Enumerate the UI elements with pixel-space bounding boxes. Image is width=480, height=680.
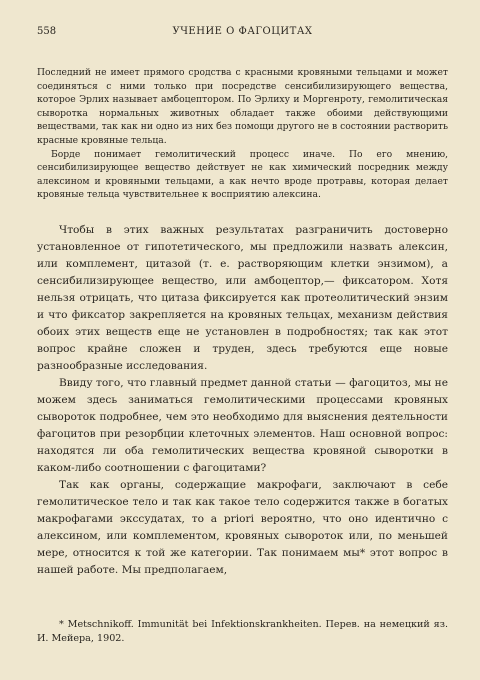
body-paragraph: Так как органы, содержащие макрофаги, заключают в себе гемолитическое тело и так как такое тело содержится также в богатых макрофагами экссудатах, то a priori вероятно, что оно идентично с алексином, или комплементом, кровяных сывороток или, по меньшей мере, относится к той же категории. Так понимаем мы* этот вопрос в нашей работе. Мы предполагаем, <box>37 479 448 576</box>
body-paragraph: Ввиду того, что главный предмет данной статьи — фагоцитоз, мы не можем здесь заниматься гемолитическими процессами кровяных сывороток подробнее, чем это необходимо для выяснения деятельности фагоцитов при резорбции клеточных элементов. Наш основной вопрос: находятся ли оба гемолитических вещества кровяной сыворотки в каком-либо соотношении с фагоцитами? <box>37 377 448 474</box>
page-header <box>37 26 448 42</box>
main-text <box>37 222 448 579</box>
small-paragraph: Последний не имеет прямого сродства с красными кровяными тельцами и может соединяться с ними только при посредстве сенсибилизирующего вещества, которое Эрлих называет амбоцептором. По Эрлиху и Моргенроту, гемолитическая сыворотка нормальных животных обладает также обоими действующими веществами, так как ни одно из них без помощи другого не в состоянии растворить красные кровяные тельца. <box>37 67 448 146</box>
body-paragraph: Чтобы в этих важных результатах разграничить достоверно установленное от гипотетического, мы предложили назвать алексин, или комплемент, цитазой (т. е. растворяющим клетки энзимом), а сенсибилизирующее вещество, или амбоцептор,— фиксатором. Хотя нельзя отрицать, что цитаза фиксируется как протеолитический энзим и что фиксатор закрепляется на кровяных тельцах, механизм действия обоих этих веществ еще не установлен в подробностях; так как этот вопрос крайне сложен и труден, здесь требуются еще новые разнообразные исследования. <box>37 224 448 372</box>
footnote <box>37 618 448 646</box>
small-print-section <box>37 66 448 202</box>
page-number: 558 <box>37 26 57 37</box>
small-paragraph: Борде понимает гемолитический процесс иначе. По его мнению, сенсибилизирующее вещество действует не как химический посредник между алексином и кровяными тельцами, а как нечто вроде протравы, которая делает кровяные тельца чувствительнее к восприятию алексина. <box>37 148 448 201</box>
footnote-text: * Metschnikoff. Immunität bei Infektionskrankheiten. Перев. на немецкий яз. И. Мейера, 1902. <box>37 619 448 644</box>
running-title: УЧЕНИЕ О ФАГОЦИТАХ <box>172 26 313 37</box>
